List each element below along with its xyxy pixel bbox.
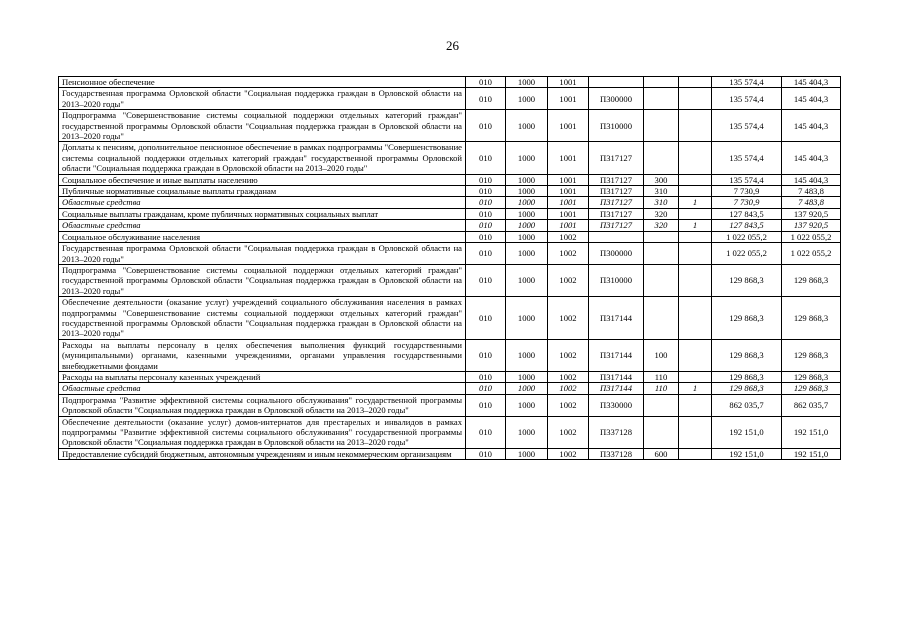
row-target-article: П317144 bbox=[589, 297, 644, 340]
row-target-article: П317127 bbox=[589, 208, 644, 219]
row-ministry-code: 010 bbox=[466, 208, 506, 219]
page-number: 26 bbox=[446, 38, 459, 53]
table-row bbox=[59, 264, 841, 296]
row-expense-type bbox=[644, 416, 679, 448]
row-name-cell: Государственная программа Орловской области "Социальная поддержка граждан в Орловской области на 2013–2020 годы" bbox=[59, 88, 466, 110]
row-name-cell: Пенсионное обеспечение bbox=[59, 77, 466, 88]
row-amount-year1: 862 035,7 bbox=[712, 394, 782, 416]
row-expense-type: 100 bbox=[644, 339, 679, 371]
row-amount-year1: 127 843,5 bbox=[712, 220, 782, 231]
table-row bbox=[59, 339, 841, 371]
row-funding-source bbox=[679, 142, 712, 174]
row-name-cell: Социальные выплаты гражданам, кроме публичных нормативных социальных выплат bbox=[59, 208, 466, 219]
row-expense-type bbox=[644, 297, 679, 340]
row-section-code: 1000 bbox=[506, 243, 548, 265]
table-row bbox=[59, 174, 841, 185]
row-ministry-code: 010 bbox=[466, 174, 506, 185]
row-subsection-code: 1002 bbox=[548, 416, 589, 448]
row-expense-type bbox=[644, 110, 679, 142]
row-name-cell: Публичные нормативные социальные выплаты гражданам bbox=[59, 186, 466, 197]
row-ministry-code: 010 bbox=[466, 142, 506, 174]
row-amount-year2: 137 920,5 bbox=[782, 208, 841, 219]
row-expense-type: 110 bbox=[644, 371, 679, 382]
row-funding-source bbox=[679, 371, 712, 382]
row-section-code: 1000 bbox=[506, 448, 548, 459]
row-amount-year2: 862 035,7 bbox=[782, 394, 841, 416]
row-section-code: 1000 bbox=[506, 208, 548, 219]
row-target-article bbox=[589, 77, 644, 88]
row-amount-year2: 145 404,3 bbox=[782, 77, 841, 88]
table-row bbox=[59, 371, 841, 382]
row-amount-year1: 127 843,5 bbox=[712, 208, 782, 219]
row-expense-type: 320 bbox=[644, 220, 679, 231]
row-subsection-code: 1001 bbox=[548, 174, 589, 185]
row-section-code: 1000 bbox=[506, 77, 548, 88]
row-target-article: П317144 bbox=[589, 371, 644, 382]
row-amount-year1: 129 868,3 bbox=[712, 383, 782, 394]
row-subsection-code: 1001 bbox=[548, 220, 589, 231]
row-amount-year2: 145 404,3 bbox=[782, 174, 841, 185]
row-ministry-code: 010 bbox=[466, 297, 506, 340]
row-expense-type bbox=[644, 88, 679, 110]
table-row bbox=[59, 448, 841, 459]
row-name-cell: Обеспечение деятельности (оказание услуг) домов-интернатов для престарелых и инвалидов в рамках подпрограммы "Развитие эффективной системы социального обслуживания" государственной программы Орловской области "Социальная поддержка граждан в Орловской области на 2013–2020 годы" bbox=[59, 416, 466, 448]
row-amount-year1: 192 151,0 bbox=[712, 416, 782, 448]
row-amount-year1: 135 574,4 bbox=[712, 142, 782, 174]
row-amount-year1: 129 868,3 bbox=[712, 264, 782, 296]
row-amount-year2: 192 151,0 bbox=[782, 416, 841, 448]
row-amount-year1: 129 868,3 bbox=[712, 339, 782, 371]
row-funding-source: 1 bbox=[679, 383, 712, 394]
row-amount-year1: 1 022 055,2 bbox=[712, 243, 782, 265]
row-subsection-code: 1001 bbox=[548, 208, 589, 219]
row-amount-year2: 7 483,8 bbox=[782, 186, 841, 197]
row-target-article: П317127 bbox=[589, 197, 644, 208]
row-section-code: 1000 bbox=[506, 220, 548, 231]
row-name-cell: Социальное обслуживание населения bbox=[59, 231, 466, 242]
row-subsection-code: 1002 bbox=[548, 231, 589, 242]
row-target-article: П317144 bbox=[589, 383, 644, 394]
table-row bbox=[59, 416, 841, 448]
row-ministry-code: 010 bbox=[466, 264, 506, 296]
row-expense-type: 300 bbox=[644, 174, 679, 185]
row-target-article: П310000 bbox=[589, 110, 644, 142]
row-name-cell: Подпрограмма "Развитие эффективной системы социального обслуживания" государственной программы Орловской области "Социальная поддержка граждан в Орловской области на 2013–2020 годы" bbox=[59, 394, 466, 416]
row-funding-source bbox=[679, 186, 712, 197]
table-row bbox=[59, 394, 841, 416]
row-ministry-code: 010 bbox=[466, 243, 506, 265]
row-name-cell: Областные средства bbox=[59, 197, 466, 208]
row-expense-type bbox=[644, 142, 679, 174]
row-amount-year1: 129 868,3 bbox=[712, 371, 782, 382]
row-funding-source bbox=[679, 416, 712, 448]
row-section-code: 1000 bbox=[506, 297, 548, 340]
budget-table bbox=[58, 76, 841, 460]
row-ministry-code: 010 bbox=[466, 110, 506, 142]
row-expense-type: 310 bbox=[644, 186, 679, 197]
row-amount-year1: 1 022 055,2 bbox=[712, 231, 782, 242]
row-subsection-code: 1002 bbox=[548, 448, 589, 459]
row-name-cell: Расходы на выплаты персоналу в целях обеспечения выполнения функций государственными (муниципальными) органами, казенными учреждениями, органами управления государственными внебюджетными фондами bbox=[59, 339, 466, 371]
row-section-code: 1000 bbox=[506, 197, 548, 208]
table-row bbox=[59, 231, 841, 242]
row-subsection-code: 1001 bbox=[548, 77, 589, 88]
row-target-article: П317127 bbox=[589, 142, 644, 174]
table-row bbox=[59, 297, 841, 340]
row-amount-year2: 145 404,3 bbox=[782, 88, 841, 110]
row-section-code: 1000 bbox=[506, 142, 548, 174]
row-subsection-code: 1001 bbox=[548, 88, 589, 110]
row-amount-year1: 7 730,9 bbox=[712, 197, 782, 208]
row-ministry-code: 010 bbox=[466, 394, 506, 416]
row-amount-year1: 135 574,4 bbox=[712, 77, 782, 88]
row-section-code: 1000 bbox=[506, 88, 548, 110]
row-amount-year2: 1 022 055,2 bbox=[782, 243, 841, 265]
row-name-cell: Доплаты к пенсиям, дополнительное пенсионное обеспечение в рамках подпрограммы "Совершенствование системы социальной поддержки отдельных категорий граждан" государственной программы Орловской области "Социальная поддержка граждан в Орловской области на 2013–2020 годы" bbox=[59, 142, 466, 174]
row-name-cell: Обеспечение деятельности (оказание услуг) учреждений социального обслуживания населения в рамках подпрограммы "Совершенствование системы социальной поддержки отдельных категорий граждан" государственной программы Орловской области "Социальная поддержка граждан в Орловской области на 2013–2020 годы" bbox=[59, 297, 466, 340]
row-section-code: 1000 bbox=[506, 186, 548, 197]
row-subsection-code: 1002 bbox=[548, 371, 589, 382]
row-amount-year2: 145 404,3 bbox=[782, 110, 841, 142]
row-section-code: 1000 bbox=[506, 339, 548, 371]
row-target-article: П300000 bbox=[589, 243, 644, 265]
row-ministry-code: 010 bbox=[466, 383, 506, 394]
row-ministry-code: 010 bbox=[466, 231, 506, 242]
row-funding-source bbox=[679, 297, 712, 340]
row-expense-type: 110 bbox=[644, 383, 679, 394]
row-amount-year2: 192 151,0 bbox=[782, 448, 841, 459]
row-name-cell: Расходы на выплаты персоналу казенных учреждений bbox=[59, 371, 466, 382]
row-amount-year2: 129 868,3 bbox=[782, 339, 841, 371]
row-expense-type bbox=[644, 243, 679, 265]
row-expense-type: 600 bbox=[644, 448, 679, 459]
row-amount-year2: 129 868,3 bbox=[782, 264, 841, 296]
row-funding-source bbox=[679, 231, 712, 242]
row-subsection-code: 1002 bbox=[548, 339, 589, 371]
row-target-article: П337128 bbox=[589, 416, 644, 448]
row-subsection-code: 1002 bbox=[548, 243, 589, 265]
row-amount-year1: 129 868,3 bbox=[712, 297, 782, 340]
row-funding-source: 1 bbox=[679, 197, 712, 208]
row-section-code: 1000 bbox=[506, 264, 548, 296]
row-expense-type bbox=[644, 231, 679, 242]
row-subsection-code: 1002 bbox=[548, 264, 589, 296]
table-row bbox=[59, 208, 841, 219]
row-amount-year2: 129 868,3 bbox=[782, 383, 841, 394]
row-name-cell: Предоставление субсидий бюджетным, автономным учреждениям и иным некоммерческим организациям bbox=[59, 448, 466, 459]
row-amount-year2: 129 868,3 bbox=[782, 297, 841, 340]
row-amount-year2: 7 483,8 bbox=[782, 197, 841, 208]
row-expense-type bbox=[644, 264, 679, 296]
row-name-cell: Областные средства bbox=[59, 220, 466, 231]
table-row bbox=[59, 88, 841, 110]
row-subsection-code: 1002 bbox=[548, 297, 589, 340]
row-subsection-code: 1001 bbox=[548, 197, 589, 208]
table-row bbox=[59, 77, 841, 88]
table-row bbox=[59, 220, 841, 231]
row-amount-year2: 1 022 055,2 bbox=[782, 231, 841, 242]
row-target-article: П317127 bbox=[589, 186, 644, 197]
table-row bbox=[59, 110, 841, 142]
row-amount-year1: 135 574,4 bbox=[712, 110, 782, 142]
row-target-article bbox=[589, 231, 644, 242]
row-section-code: 1000 bbox=[506, 383, 548, 394]
row-section-code: 1000 bbox=[506, 110, 548, 142]
row-amount-year2: 129 868,3 bbox=[782, 371, 841, 382]
row-ministry-code: 010 bbox=[466, 88, 506, 110]
row-funding-source bbox=[679, 110, 712, 142]
row-name-cell: Государственная программа Орловской области "Социальная поддержка граждан в Орловской области на 2013–2020 годы" bbox=[59, 243, 466, 265]
row-expense-type: 320 bbox=[644, 208, 679, 219]
table-row bbox=[59, 197, 841, 208]
row-subsection-code: 1001 bbox=[548, 142, 589, 174]
row-funding-source bbox=[679, 77, 712, 88]
row-subsection-code: 1001 bbox=[548, 186, 589, 197]
row-amount-year2: 145 404,3 bbox=[782, 142, 841, 174]
row-subsection-code: 1002 bbox=[548, 394, 589, 416]
table-row bbox=[59, 142, 841, 174]
row-ministry-code: 010 bbox=[466, 77, 506, 88]
row-name-cell: Областные средства bbox=[59, 383, 466, 394]
row-subsection-code: 1002 bbox=[548, 383, 589, 394]
row-ministry-code: 010 bbox=[466, 448, 506, 459]
row-funding-source bbox=[679, 394, 712, 416]
row-funding-source bbox=[679, 174, 712, 185]
row-amount-year1: 135 574,4 bbox=[712, 88, 782, 110]
row-amount-year1: 7 730,9 bbox=[712, 186, 782, 197]
row-target-article: П317144 bbox=[589, 339, 644, 371]
row-name-cell: Социальное обеспечение и иные выплаты населению bbox=[59, 174, 466, 185]
row-target-article: П310000 bbox=[589, 264, 644, 296]
row-target-article: П330000 bbox=[589, 394, 644, 416]
row-target-article: П300000 bbox=[589, 88, 644, 110]
row-section-code: 1000 bbox=[506, 371, 548, 382]
row-ministry-code: 010 bbox=[466, 339, 506, 371]
row-funding-source bbox=[679, 339, 712, 371]
row-funding-source: 1 bbox=[679, 220, 712, 231]
row-funding-source bbox=[679, 243, 712, 265]
row-expense-type bbox=[644, 77, 679, 88]
row-funding-source bbox=[679, 88, 712, 110]
row-expense-type bbox=[644, 394, 679, 416]
row-ministry-code: 010 bbox=[466, 416, 506, 448]
row-section-code: 1000 bbox=[506, 174, 548, 185]
table-row bbox=[59, 243, 841, 265]
row-amount-year1: 135 574,4 bbox=[712, 174, 782, 185]
row-amount-year2: 137 920,5 bbox=[782, 220, 841, 231]
row-expense-type: 310 bbox=[644, 197, 679, 208]
row-ministry-code: 010 bbox=[466, 371, 506, 382]
row-ministry-code: 010 bbox=[466, 197, 506, 208]
row-section-code: 1000 bbox=[506, 231, 548, 242]
row-funding-source bbox=[679, 208, 712, 219]
row-name-cell: Подпрограмма "Совершенствование системы социальной поддержки отдельных категорий граждан" государственной программы Орловской области "Социальная поддержка граждан в Орловской области на 2013–2020 годы" bbox=[59, 264, 466, 296]
row-subsection-code: 1001 bbox=[548, 110, 589, 142]
row-funding-source bbox=[679, 264, 712, 296]
table-row bbox=[59, 383, 841, 394]
row-funding-source bbox=[679, 448, 712, 459]
row-target-article: П337128 bbox=[589, 448, 644, 459]
table-body bbox=[59, 77, 841, 460]
row-amount-year1: 192 151,0 bbox=[712, 448, 782, 459]
row-section-code: 1000 bbox=[506, 394, 548, 416]
row-ministry-code: 010 bbox=[466, 220, 506, 231]
row-name-cell: Подпрограмма "Совершенствование системы социальной поддержки отдельных категорий граждан" государственной программы Орловской области "Социальная поддержка граждан в Орловской области на 2013–2020 годы" bbox=[59, 110, 466, 142]
row-section-code: 1000 bbox=[506, 416, 548, 448]
row-ministry-code: 010 bbox=[466, 186, 506, 197]
row-target-article: П317127 bbox=[589, 174, 644, 185]
table-row bbox=[59, 186, 841, 197]
row-target-article: П317127 bbox=[589, 220, 644, 231]
